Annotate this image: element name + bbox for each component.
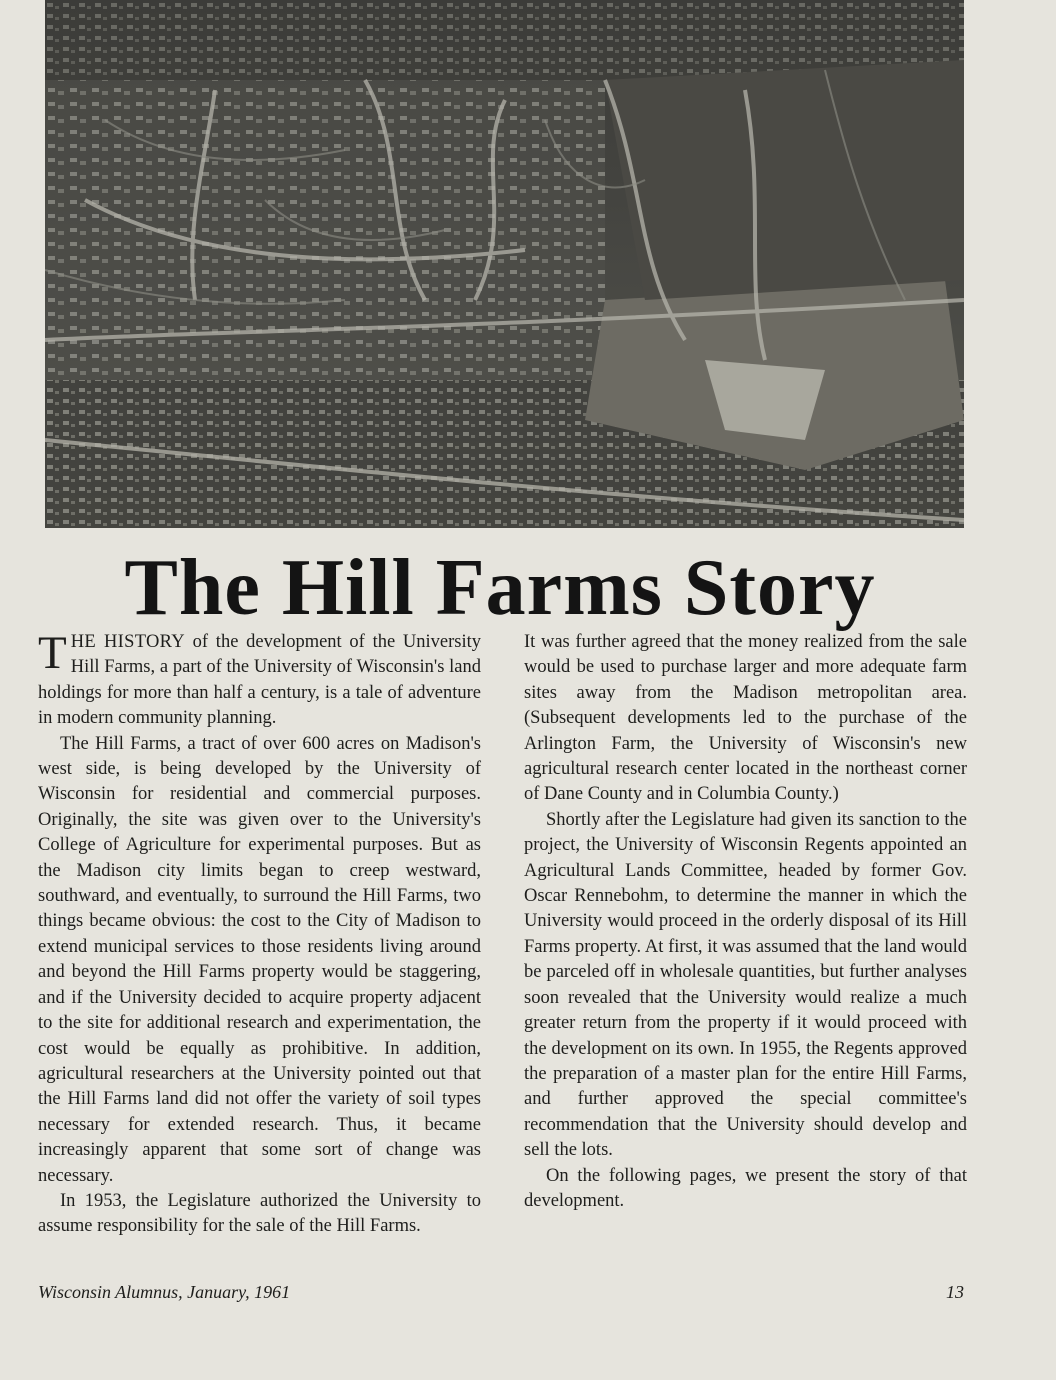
article-paragraph-2: The Hill Farms, a tract of over 600 acres on Madison's west side, is being developed by the University of Wisconsin for residential and commercial purposes. Originally, the site was given over to the University's College of Agriculture for experimental purposes. But as the Madison city limits began to creep westward, southward, and eventually, to surround the Hill Farms, two things became obvious: the cost to the City of Madison to extend municipal services to those residents living around and beyond the Hill Farms property would be staggering, and if the University decided to acquire property adjacent to the site for additional research and experimentation, the cost would be equally as prohibitive. In addition, agricultural researchers at the University pointed out that the Hill Farms land did not offer the variety of soil types necessary for extended research. Thus, it became increasingly apparent that some sort of change was necessary. [38, 733, 481, 1186]
article-paragraph-5: Shortly after the Legislature had given its sanction to the project, the University of Wisconsin Regents appointed an Agricultural Lands Committee, headed by former Gov. Oscar Rennebohm, to determine the manner in which the University would proceed in the orderly disposal of its Hill Farms property. At first, it was assumed that the land would be parceled off in wholesale quantities, but further analyses soon revealed that the University would realize a much greater return from the property if it would proceed with the development on its own. In 1955, the Regents approved the preparation of a master plan for the entire Hill Farms, and further approved the special committee's recommendation that the University should develop and sell the lots. [524, 809, 967, 1161]
page-number: 13 [946, 1282, 964, 1302]
aerial-photo-illustration [45, 0, 964, 528]
article-column-left [38, 627, 481, 1240]
aerial-photo [45, 0, 964, 528]
page-title: The Hill Farms Story [124, 544, 876, 632]
drop-cap: T [38, 627, 67, 679]
lead-caps: HE HISTORY [70, 632, 185, 652]
article-paragraph-4: It was further agreed that the money realized from the sale would be used to purchase larger and more adequate farm sites away from the Madison metropolitan area. (Subsequent developments led to the purchase of the Arlington Farm, the University of Wisconsin's new agricultural research center located in the northeast corner of Dane County and in Columbia County.) [524, 632, 967, 805]
article-paragraph-6: On the following pages, we present the story of that development. [524, 1165, 967, 1211]
paragraph-1-text: of the development of the University Hill Farms, a part of the University of Wisconsin's land holdings for more than half a century, is a tale of adventure in modern community planning. [38, 632, 481, 729]
article-column-right [524, 630, 967, 1214]
publication-credit: Wisconsin Alumnus, January, 1961 [38, 1282, 291, 1302]
article-paragraph-3: In 1953, the Legislature authorized the University to assume responsibility for the sale of the Hill Farms. [38, 1190, 481, 1237]
article-paragraph-1 [38, 627, 481, 732]
